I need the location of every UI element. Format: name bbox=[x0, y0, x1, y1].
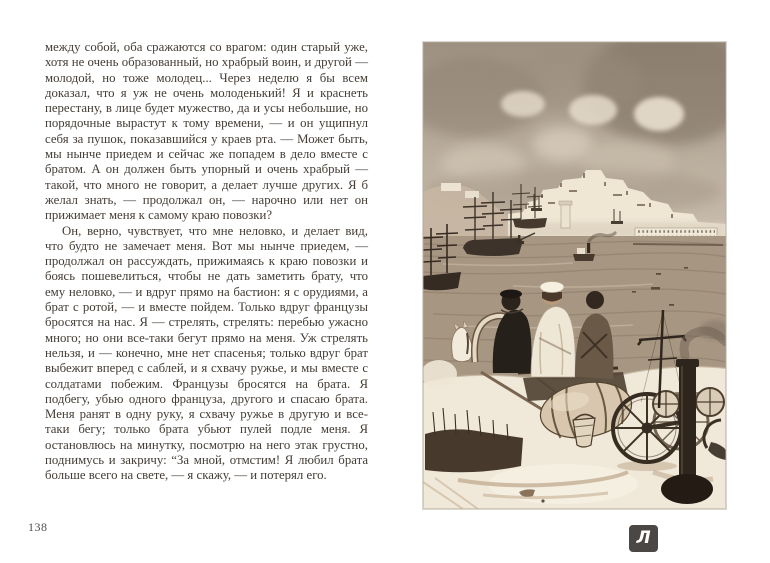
sevastopol-illustration bbox=[423, 42, 726, 509]
labirint-letter: Л bbox=[636, 528, 651, 548]
labirint-watermark bbox=[629, 525, 658, 552]
paragraph: между собой, оба сражаются со врагом: один старый уже, хотя не очень образованный, но храбрый воин, и другой — молодой, но тоже молодец... Через неделю я бы всем доказал, что я уж не очень молоденький! Я и краснеть перестану, в лице будет мужество, да и усы небольшие, но порядочные вырастут к тому времени, — и он ущипнул себя за пушок, показавшийся у краев рта. — Может быть, мы нынче приедем и сейчас же попадем в дело вместе с братом. А он должен быть упорный и очень храбрый — такой, что много не говорит, а делает лучше других. Я б желал знать, — продолжал он, — нарочно или нет он прижимает меня к самому краю повозки? bbox=[45, 40, 368, 223]
paragraph: Он, верно, чувствует, что мне неловко, и делает вид, что будто не замечает меня. Вот мы нынче приедем, — продолжал он рассуждать, прижимаясь к краю повозки и боясь пошевелиться, чтобы не дать заметить брату, что ему неловко, — и вдруг прямо на бастион: я с орудиями, а брат с ротой, — и вместе пойдем. Только вдруг французы бросятся на нас. Я — стрелять, стрелять: перебью ужасно много; но они все-таки бегут прямо на меня. Уж стрелять нельзя, и — конечно, мне нет спасенья; только вдруг брат выбежит вперед с саблей, и я схвачу ружье, и мы вместе с солдатами побежим. Французы бросятся на брата. Я подбегу, убью одного француза, другого и спасаю брата. Меня ранят в одну руку, я схвачу ружье в другую и все-таки бегу; только брата убьют пулей подле меня. Я остановлюсь на минутку, посмотрю на него этак грустно, поднимусь и закричу: “За мной, отмстим! Я любил брата больше всего на свете, — я скажу, — и потерял его. bbox=[45, 223, 368, 483]
text-block bbox=[45, 40, 368, 484]
bucket bbox=[573, 414, 595, 447]
illustration-frame bbox=[423, 42, 726, 509]
page-number: 138 bbox=[28, 520, 48, 534]
